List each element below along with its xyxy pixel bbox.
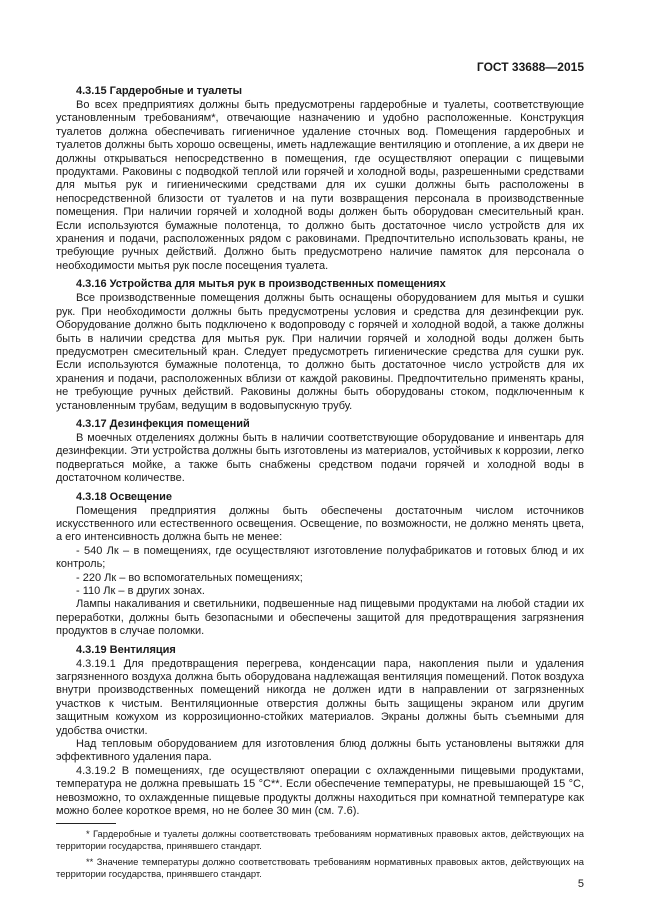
paragraph: - 110 Лк – в других зонах. <box>76 585 205 597</box>
section <box>56 417 584 486</box>
paragraph: - 540 Лк – в помещениях, где осуществляют изготовление полуфабрикатов и готовых блюд и их контроль; <box>56 544 584 571</box>
section <box>56 490 584 639</box>
section <box>56 84 584 273</box>
document-page <box>56 60 584 884</box>
section <box>56 643 584 819</box>
footnote: * Гардеробные и туалеты должны соответствовать требованиям нормативных правовых актов, действующих на территории государства, принявшего стандарт. <box>56 827 584 851</box>
paragraph: Во всех предприятиях должны быть предусмотрены гардеробные и туалеты, соответствующие установленным требованиям*, отвечающие назначению и удобно расположенные. Конструкция туалетов должна обеспечивать гигиеничное удаление сточных вод. Помещения гардеробных и туалетов должны быть хорошо освещены, иметь надлежащие вентиляцию и отопление, а их двери не должны открываться непосредственно в помещения, где осуществляют операции с пищевыми продуктами. Раковины с подводкой теплой или горячей и холодной воды, разрешенными средствами для мытья рук и гигиеническими средствами для их сушки должны быть расположены в непосредственной близости от туалетов и на пути возвращения персонала в производственные помещения. При наличии горячей и холодной воды должен быть оборудован смесительный кран. Если используются бумажные полотенца, то должно быть достаточное число устройств для их хранения и подачи, расположенных рядом с раковинами. Предпочтительно использовать краны, не требующие ручных действий. Должно быть предусмотрено наличие памяток для персонала о необходимости мытья рук после посещения туалета. <box>56 99 584 272</box>
page-number: 5 <box>577 878 584 890</box>
section-heading: 4.3.17 Дезинфекция помещений <box>76 417 250 430</box>
standard-header: ГОСТ 33688—2015 <box>476 60 584 74</box>
section-heading: 4.3.18 Освещение <box>76 490 172 503</box>
paragraph: В моечных отделениях должны быть в наличии соответствующие оборудование и инвентарь для дезинфекции. Эти устройства должны быть изготовлены из материалов, устойчивых к коррозии, легко подвергаться мойке, а также быть снабжены средством подачи горячей и холодной воды в достаточном количестве. <box>56 431 584 485</box>
section <box>56 277 584 413</box>
paragraph: Над тепловым оборудованием для изготовления блюд должны быть установлены вытяжки для эффективного удаления пара. <box>56 738 584 764</box>
paragraph: 4.3.19.1 Для предотвращения перегрева, конденсации пара, накопления пыли и удаления загрязненного воздуха должна быть оборудована надлежащая вентиляция помещений. Поток воздуха внутри производственных помещений никогда не должен идти в направлении от загрязненных участков к чистым. Вентиляционные отверстия должны быть защищены экраном или другим защитным кожухом из коррозиционно-стойких материалов. Экраны должны быть съемными для удобства очистки. <box>56 657 584 737</box>
footnote-divider <box>56 823 116 824</box>
section-heading: 4.3.16 Устройства для мытья рук в производственных помещениях <box>76 278 446 291</box>
paragraph: 4.3.19.2 В помещениях, где осуществляют операции с охлажденными пищевыми продуктами, температура не должна превышать 15 °С**. Если обеспечение температуры, не превышающей 15 °С, невозможно, то охлажденные пищевые продукты должны находиться при комнатной температуре как можно более короткое время, но не более 30 мин (см. 7.6). <box>56 764 584 818</box>
section-heading: 4.3.19 Вентиляция <box>76 643 176 656</box>
paragraph: Лампы накаливания и светильники, подвешенные над пищевыми продуктами на любой стадии их переработки, должны быть безопасными и обеспечены защитой для предотвращения загрязнения продуктов в случае поломки. <box>56 598 584 638</box>
section-heading: 4.3.15 Гардеробные и туалеты <box>76 85 243 97</box>
paragraph: Все производственные помещения должны быть оснащены оборудованием для мытья и сушки рук. При необходимости должны быть предусмотрены условия и средства для дезинфекции рук. Оборудование должно быть подключено к водопроводу с горячей и холодной водой, а также должны быть в наличии средства для мытья рук. При наличии горячей и холодной воды должен быть предусмотрен смесительный кран. Следует предусмотреть гигиенические средства для сушки рук. Если используются бумажные полотенца, то должно быть достаточное число устройств для их хранения и подачи, расположенных вблизи от каждой раковины. Предпочтительно применять краны, не требующие ручных действий. Раковины должны быть оборудованы стоком, подключенным к установленным трубам, ведущим в водовыпускную трубу. <box>56 292 584 412</box>
paragraph: - 220 Лк – во вспомогательных помещениях; <box>76 571 303 584</box>
footnote: ** Значение температуры должно соответствовать требованиям нормативных правовых актов, действующих на территории государства, принявшего стандарт. <box>56 855 584 879</box>
paragraph: Помещения предприятия должны быть обеспечены достаточным числом источников искусственного или естественного освещения. Освещение, по возможности, не должно менять цвета, а его интенсивность должна быть не менее: <box>56 504 584 544</box>
